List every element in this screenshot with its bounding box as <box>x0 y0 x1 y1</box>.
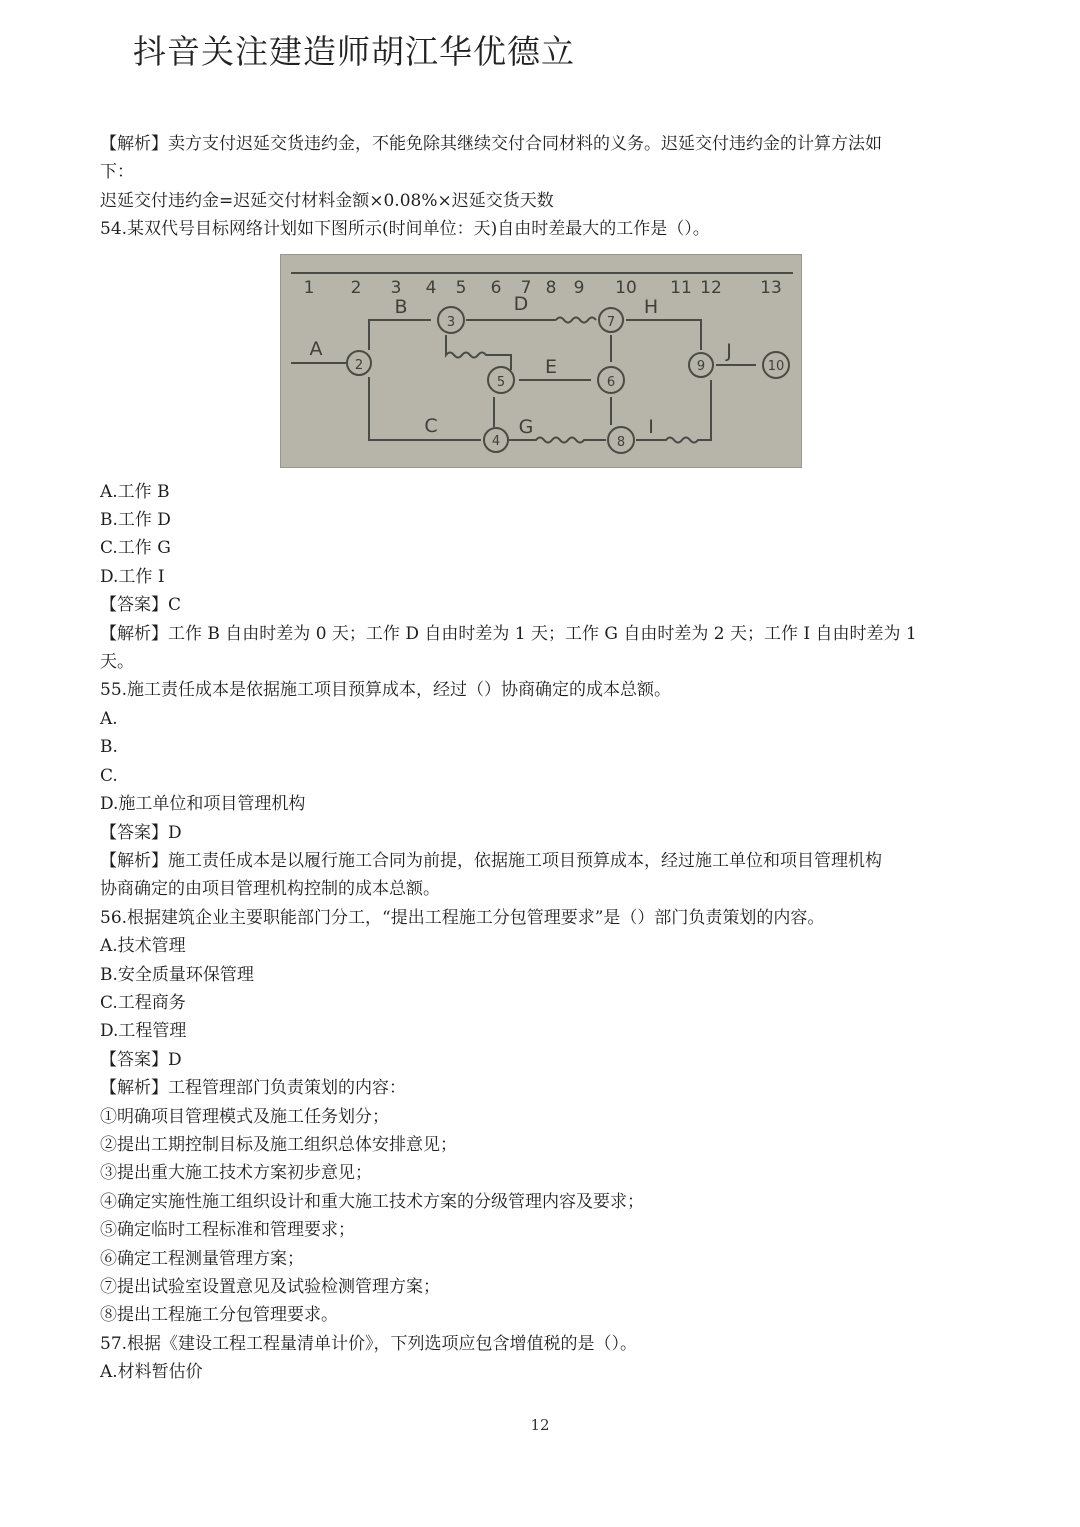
node-number-label: 5 <box>496 374 506 390</box>
activity-label: I <box>648 415 654 438</box>
text-line: 下： <box>100 162 134 183</box>
text-line: D.施工单位和项目管理机构 <box>100 794 306 815</box>
time-scale-label: 11 <box>670 277 692 298</box>
time-scale-label: 12 <box>700 277 722 298</box>
text-line: 【答案】D <box>100 1049 182 1070</box>
text-line: B. <box>100 737 118 758</box>
arrow-b <box>369 320 431 350</box>
activity-label: E <box>544 355 558 378</box>
text-line: A.技术管理 <box>100 936 186 957</box>
time-scale-label: 9 <box>573 277 585 298</box>
text-line: ④确定实施性施工组织设计和重大施工技术方案的分级管理内容及要求； <box>100 1191 644 1212</box>
text-line: 【解析】施工责任成本是以履行施工合同为前提，依据施工项目预算成本，经过施工单位和项目管理机构 <box>100 850 882 871</box>
page-number: 12 <box>530 1416 550 1434</box>
text-line: 协商确定的由项目管理机构控制的成本总额。 <box>100 879 440 900</box>
text-line: 55.施工责任成本是依据施工项目预算成本，经过（）协商确定的成本总额。 <box>100 680 672 701</box>
text-line: ①明确项目管理模式及施工任务划分； <box>100 1106 389 1127</box>
dummy-3-5 <box>446 335 511 370</box>
arrow-g <box>509 437 606 442</box>
arrow-d-wavy <box>556 317 596 322</box>
text-line: D.工作 I <box>100 566 165 587</box>
text-line: A.工作 B <box>100 481 170 502</box>
text-line: ⑦提出试验室设置意见及试验检测管理方案； <box>100 1277 440 1297</box>
text-line: 迟延交付违约金=迟延交付材料金额×0.08%×迟延交货天数 <box>100 190 554 211</box>
text-line: B.安全质量环保管理 <box>100 964 254 985</box>
document-body <box>100 130 990 1387</box>
text-line: A. <box>100 708 118 729</box>
activity-label: B <box>394 295 408 318</box>
text-line: 57.根据《建设工程工程量清单计价》，下列选项应包含增值税的是（）。 <box>100 1333 638 1354</box>
network-diagram-figure <box>280 254 802 468</box>
time-scale-label: 6 <box>490 277 502 298</box>
time-scale-label: 2 <box>350 277 362 298</box>
time-scale-label: 1 <box>303 277 315 298</box>
node-number-label: 4 <box>491 433 501 449</box>
node-number-label: 10 <box>767 358 785 374</box>
time-scale-label: 5 <box>455 277 467 298</box>
text-line: A.材料暂估价 <box>100 1362 203 1383</box>
activity-label: C <box>424 414 438 437</box>
time-scale-label: 10 <box>615 277 637 298</box>
node-number-label: 7 <box>606 314 616 330</box>
text-line: 54.某双代号目标网络计划如下图所示(时间单位：天)自由时差最大的工作是（）。 <box>100 219 710 240</box>
node-number-label: 6 <box>606 374 616 390</box>
time-scale-label: 8 <box>545 277 557 298</box>
text-line: 【解析】工作 B 自由时差为 0 天；工作 D 自由时差为 1 天；工作 G 自由时差为 2 天；工作 I 自由时差为 1 <box>100 623 917 644</box>
node-number-label: 8 <box>616 434 626 450</box>
text-line: ⑤确定临时工程标准和管理要求； <box>100 1220 355 1241</box>
activity-label: D <box>513 292 529 315</box>
text-line: D.工程管理 <box>100 1021 187 1042</box>
node-number-label: 3 <box>446 314 456 330</box>
text-line: 【答案】D <box>100 822 182 843</box>
text-block-before-figure <box>100 130 990 244</box>
text-line: 【解析】卖方支付迟延交货违约金，不能免除其继续交付合同材料的义务。迟延交付违约金的计算方法如 <box>100 134 882 154</box>
network-diagram-svg <box>281 255 801 467</box>
text-line: ⑥确定工程测量管理方案； <box>100 1248 304 1269</box>
text-line: C.工程商务 <box>100 992 186 1013</box>
text-block-after-figure <box>100 478 990 1387</box>
text-line: C. <box>100 765 118 786</box>
text-line: ②提出工期控制目标及施工组织总体安排意见； <box>100 1134 457 1155</box>
node-number-label: 2 <box>354 357 364 373</box>
arrow-h <box>626 320 701 350</box>
page-header-title: 抖音关注建造师胡江华优德立 <box>133 32 575 71</box>
activity-label: H <box>643 295 659 318</box>
text-line: C.工作 G <box>100 538 171 559</box>
time-scale-label: 13 <box>760 277 782 298</box>
node-number-label: 9 <box>696 358 706 374</box>
text-line: 天。 <box>100 652 134 673</box>
activity-label: G <box>518 415 534 438</box>
time-scale-label: 7 <box>520 277 532 298</box>
text-line: ⑧提出工程施工分包管理要求。 <box>100 1305 338 1326</box>
text-line: 【解析】工程管理部门负责策划的内容： <box>100 1078 406 1099</box>
text-line: 56.根据建筑企业主要职能部门分工，“提出工程施工分包管理要求”是（）部门负责策划的内容。 <box>100 907 825 928</box>
text-line: B.工作 D <box>100 510 171 531</box>
activity-label: A <box>309 337 323 360</box>
time-scale-label: 3 <box>390 277 402 298</box>
text-line: ③提出重大施工技术方案初步意见； <box>100 1163 372 1184</box>
text-line: 【答案】C <box>100 595 182 616</box>
time-scale-label: 4 <box>425 277 437 298</box>
activity-label: J <box>726 339 732 362</box>
